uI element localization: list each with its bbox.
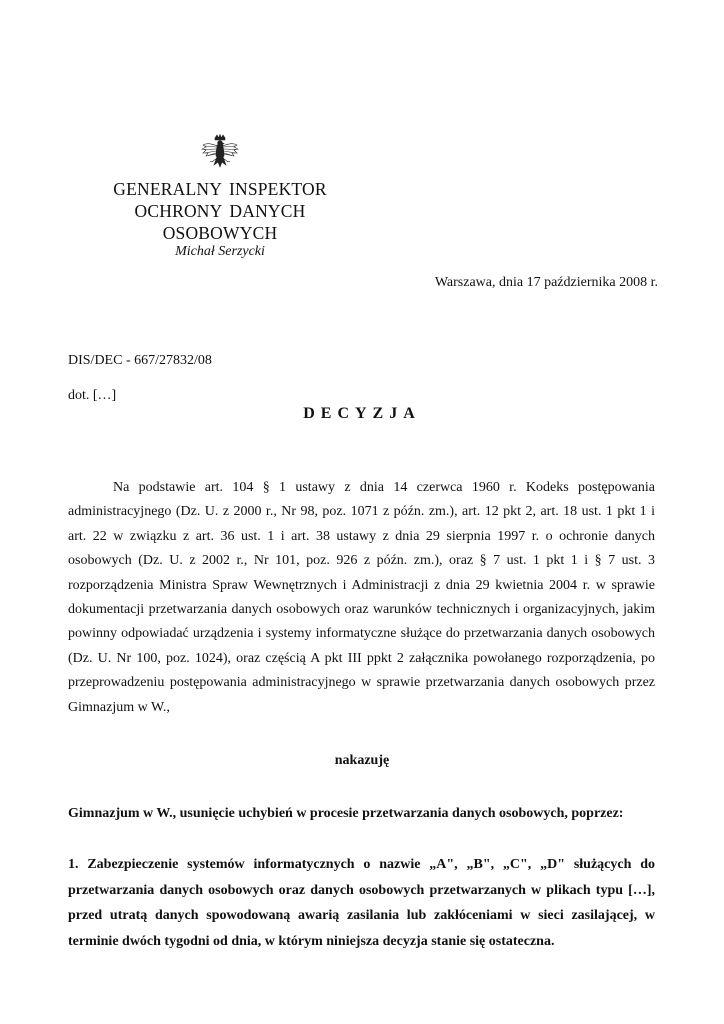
ordering-word: nakazuję <box>334 753 390 768</box>
polish-eagle-icon <box>200 134 240 174</box>
issuing-authority-block <box>100 178 340 261</box>
subject-line: Gimnazjum w W., usunięcie uchybień w procesie przetwarzania danych osobowych, poprzez: <box>68 806 624 821</box>
concerning-line: dot. […] <box>68 388 117 403</box>
legal-basis-paragraph: Na podstawie art. 104 § 1 ustawy z dnia 14 czerwca 1960 r. Kodeks postępowania administracyjnego (Dz. U. z 2000 r., Nr 98, poz. 1071 z późn. zm.), art. 12 pkt 2, art. 18 ust. 1 pkt 1 i art. 22 w związku z art. 36 ust. 1 i art. 38 ustawy z dnia 29 sierpnia 1997 r. o ochronie danych osobowych (Dz. U. z 2002 r., Nr 101, poz. 926 z późn. zm.), oraz § 7 ust. 1 pkt 1 i § 7 ust. 3 rozporządzenia Ministra Spraw Wewnętrznych i Administracji z dnia 29 kwietnia 2004 r. w sprawie dokumentacji przetwarzania danych osobowych oraz warunków technicznych i organizacyjnych, jakim powinny odpowiadać urządzenia i systemy informatyczne służące do przetwarzania danych osobowych (Dz. U. Nr 100, poz. 1024), oraz częścią A pkt III ppkt 2 załącznika powołanego rozporządzenia, po przeprowadzeniu postępowania administracyjnego w sprawie przetwarzania danych osobowych przez Gimnazjum w W., <box>68 480 655 715</box>
document-title: DECYZJA <box>303 405 421 422</box>
signer-name: Michał Serzycki <box>175 244 265 259</box>
authority-line-1: GENERALNY INSPEKTOR <box>113 179 327 199</box>
reference-number: DIS/DEC - 667/27832/08 <box>68 353 212 368</box>
authority-line-3: OSOBOWYCH <box>162 223 278 243</box>
authority-line-2: OCHRONY DANYCH <box>134 201 306 221</box>
order-item-1: 1. Zabezpieczenie systemów informatycznych o nazwie „A", „B", „C", „D" służących do przetwarzania danych osobowych oraz danych osobowych przetwarzanych w plikach typu […], przed utratą danych spowodowaną awarią zasilania lub zakłóceniami w sieci zasilającej, w terminie dwóch tygodni od dnia, w którym niniejsza decyzja stanie się ostateczna. <box>68 857 655 949</box>
place-and-date: Warszawa, dnia 17 października 2008 r. <box>434 275 658 290</box>
